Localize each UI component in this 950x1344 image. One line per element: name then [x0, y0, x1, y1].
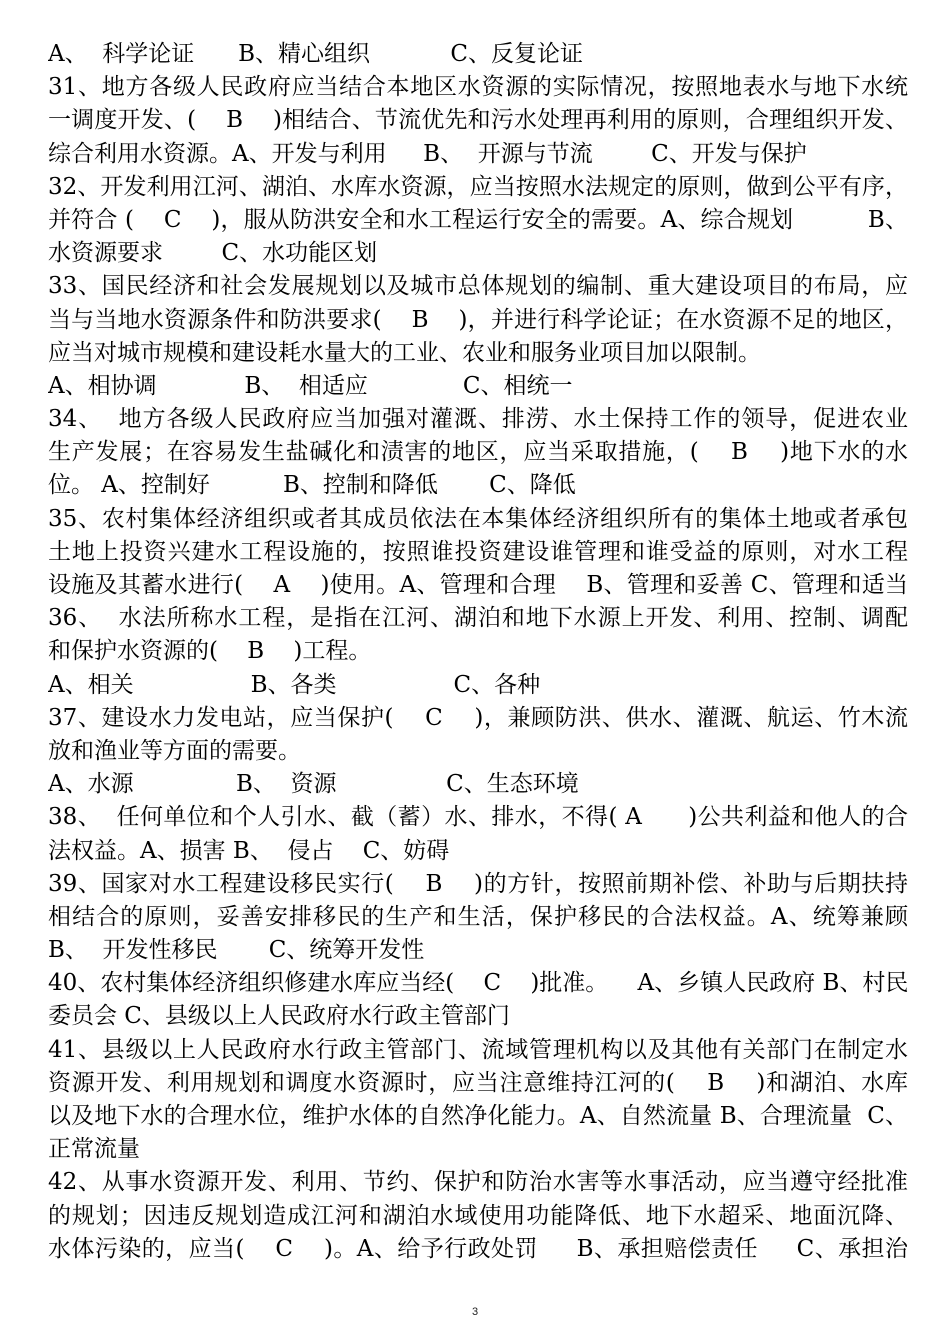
text-line: 42、从事水资源开发、利用、节约、保护和防治水害等水事活动，应当遵守经批准 [48, 1169, 908, 1196]
text-line: 相结合的原则，妥善安排移民的生产和生活，保护移民的合法权益。A、统筹兼顾 [48, 903, 908, 930]
text-line: 和保护水资源的( B )工程。 [48, 638, 372, 665]
text-line: 水体污染的，应当( C )。A、给予行政处罚 B、承担赔偿责任 C、承担治 [48, 1235, 908, 1262]
text-line: 32、开发利用江河、湖泊、水库水资源，应当按照水法规定的原则，做到公平有序， [48, 173, 908, 200]
document-body [48, 38, 908, 1266]
text-line: 34、 地方各级人民政府应当加强对灌溉、排涝、水土保持工作的领导，促进农业 [48, 406, 908, 433]
text-line: 并符合 ( C )，服从防洪安全和水工程运行安全的需要。A、综合规划 B、 [48, 206, 908, 233]
text-line: 放和渔业等方面的需要。 [48, 737, 301, 764]
text-line: 法权益。A、损害 B、 侵占 C、妨碍 [48, 837, 450, 864]
text-line: 生产发展；在容易发生盐碱化和渍害的地区，应当采取措施，( B )地下水的水 [48, 439, 908, 466]
text-line: 位。 A、控制好 B、控制和降低 C、降低 [48, 472, 576, 499]
text-line: 41、县级以上人民政府水行政主管部门、流域管理机构以及其他有关部门在制定水 [48, 1036, 908, 1063]
text-line: 以及地下水的合理水位，维护水体的自然净化能力。A、自然流量 B、合理流量 C、 [48, 1103, 908, 1129]
text-line: B、 开发性移民 C、统筹开发性 [48, 937, 425, 964]
text-line: 37、建设水力发电站，应当保护( C )，兼顾防洪、供水、灌溉、航运、竹木流 [48, 704, 908, 731]
text-line: 委员会 C、县级以上人民政府水行政主管部门 [48, 1003, 510, 1030]
text-line: 39、国家对水工程建设移民实行( B )的方针，按照前期补偿、补助与后期扶持 [48, 870, 908, 897]
text-line: 正常流量 [48, 1136, 140, 1163]
text-line: 36、 水法所称水工程，是指在江河、湖泊和地下水源上开发、利用、控制、调配 [48, 605, 908, 632]
text-line: 设施及其蓄水进行( A )使用。A、管理和合理 B、管理和妥善 C、管理和适当 [48, 572, 908, 598]
text-line: 38、 任何单位和个人引水、截（蓄）水、排水，不得( A )公共利益和他人的合 [48, 804, 908, 831]
text-line: 综合利用水资源。A、开发与利用 B、 开源与节流 C、开发与保护 [48, 140, 807, 167]
text-line: 资源开发、利用规划和调度水资源时，应当注意维持江河的( B )和湖泊、水库 [48, 1069, 908, 1096]
text-line: 水资源要求 C、水功能区划 [48, 240, 378, 267]
text-line: 40、农村集体经济组织修建水库应当经( C )批准。 A、乡镇人民政府 B、村民 [48, 970, 908, 997]
text-line: 当与当地水资源条件和防洪要求( B )，并进行科学论证；在水资源不足的地区， [48, 306, 908, 333]
text-line: 应当对城市规模和建设耗水量大的工业、农业和服务业项目加以限制。 [48, 339, 761, 366]
text-line: A、 科学论证 B、精心组织 C、反复论证 [48, 41, 584, 67]
text-line: A、相关 B、各类 C、各种 [48, 671, 541, 698]
text-line: 33、国民经济和社会发展规划以及城市总体规划的编制、重大建设项目的布局，应 [48, 273, 908, 300]
text-line: A、水源 B、 资源 C、生态环境 [48, 771, 579, 798]
page-number: 3 [471, 1306, 479, 1318]
text-line: 土地上投资兴建水工程设施的，按照谁投资建设谁管理和谁受益的原则，对水工程 [48, 538, 908, 565]
text-line: A、相协调 B、 相适应 C、相统一 [48, 372, 573, 399]
text-line: 一调度开发、( B )相结合、节流优先和污水处理再利用的原则，合理组织开发、 [48, 107, 908, 134]
text-line: 的规划；因违反规划造成江河和湖泊水域使用功能降低、地下水超采、地面沉降、 [48, 1202, 908, 1229]
text-line: 35、农村集体经济组织或者其成员依法在本集体经济组织所有的集体土地或者承包 [48, 505, 908, 532]
text-line: 31、地方各级人民政府应当结合本地区水资源的实际情况，按照地表水与地下水统 [48, 74, 908, 101]
